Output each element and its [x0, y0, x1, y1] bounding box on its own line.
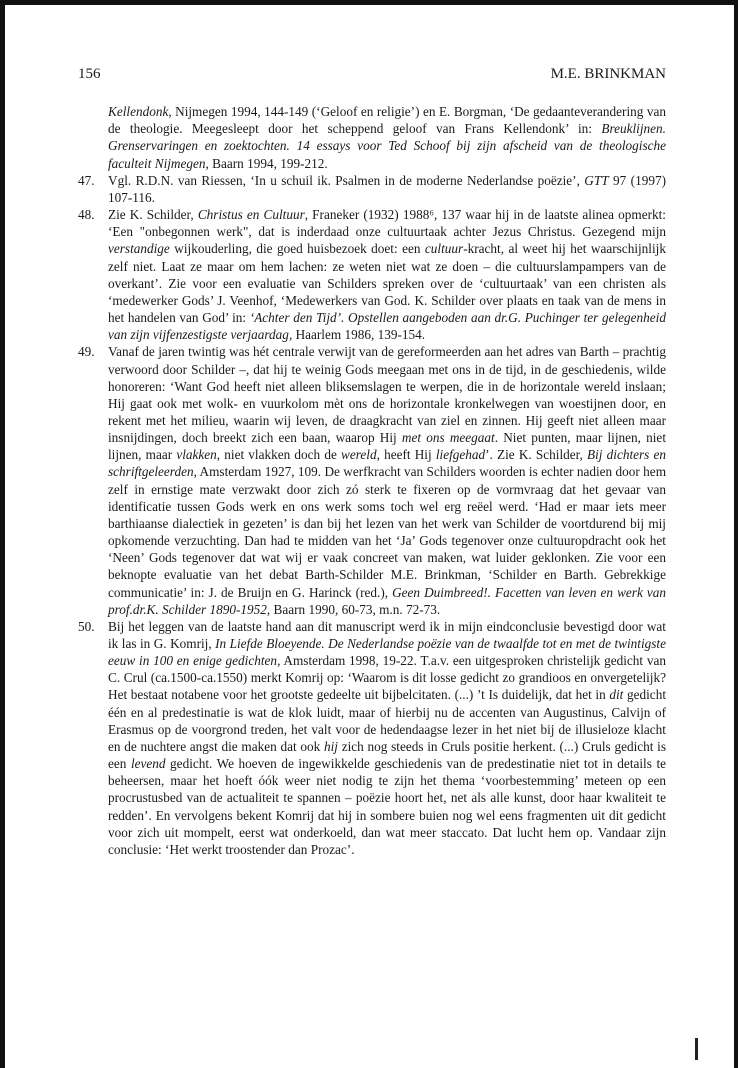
footnote: [78, 206, 666, 343]
italic-title: Breuklijnen. Grenservaringen en zoektochten. 14 essays voor Ted Schoof bij zijn afscheid van de theologische faculteit Nijmegen: [108, 121, 666, 171]
footnote-text: [108, 103, 666, 172]
text-run: zich nog steeds in Cruls positie herkent. (...) Cruls gedicht is een: [108, 738, 667, 772]
text-run: , Baarn 1994, 199-212.: [205, 155, 328, 171]
text-run: gedicht één en al predestinatie is wat de klok luidt, maar of hierbij nu de accenten van Augustinus, Calvijn of Erasmus op de voorgrond treden, het valt voor de hedendaagse lezer in het niet bij de illusieloze klacht en de nuchtere angst die maken dat ook: [108, 687, 666, 754]
scan-edge-mark: [695, 1038, 698, 1060]
text-run: , Baarn 1990, 60-73, m.n. 72-73.: [266, 601, 441, 617]
text-run: , Haarlem 1986, 139-154.: [288, 327, 426, 343]
text-run: , Franeker (1932) 1988⁶, 137 waar hij in de laatste alinea opmerkt: ‘Een "onbegonnen werk", dat is inderdaad onze cultuurtaak achter Jezus Christus. Gezegend mijn: [108, 207, 666, 240]
text-run: , Amsterdam 1998, 19-22. T.a.v. een uitgesproken christelijk gedicht van C. Crul (ca.1500-ca.1550) merkt Komrij op: ‘Waarom is dit losse gedicht zo grandioos en onvergetelijk? Het bestaat notabene voor het grootste gedeelte uit bijbelcitaten. (...) ’t Is duidelijk, dat het in: [108, 653, 666, 703]
italic-title: In Liefde Bloeyende. De Nederlandse poëzie van de twaalfde tot en met de twintigste eeuw in 100 en enige gedichten: [108, 636, 666, 669]
text-run: Zie K. Schilder,: [108, 207, 198, 223]
italic-title: hij: [323, 738, 338, 754]
italic-title: Christus en Cultuur: [197, 207, 305, 223]
scan-border-left: [0, 0, 5, 1068]
text-run: , heeft Hij: [376, 447, 436, 463]
text-run: , Amsterdam 1927, 109. De werfkracht van Schilders woorden is echter nadien door hem zelf in ernstige mate verzwakt door zich zó sterk te fixeren op de vormvraag dat het gevaar van identificatie tussen Gods werk en ons werk soms toch wel erg reëel werd. ‘Had er maar iets meer barthiaanse dialectiek in gezeten’ is dan bij het lezen van het werk van Schilder de voortdurend bij mij opkomende verzuchting. Dan had te midden van het ‘Ja’ Gods tegenover onze cultuuropdracht ook het ‘Neen’ Gods tegenover dat wat wij er vaak concreet van maken, wat luider geklonken. Zie voor een beknopte evaluatie van het debat Barth-Schilder M.E. Brinkman, ‘Schilder en Barth. Gebrekkige communicatie’ in: J. de Bruijn en G. Harinck (red.),: [108, 464, 666, 600]
italic-title: liefgehad: [435, 447, 486, 463]
text-run: Vanaf de jaren twintig was hét centrale verwijt van de gereformeerden aan het adres van Barth – prachtig verwoord door Schilder –, dat hij te weinig Gods meegaan met ons in de tijd, in de geschiedenis, wilde honoreren: ‘Want God heeft niet alleen bliksemslagen te werpen, die in de horizontale wereld inslaan; Hij gaat ook met wolk- en vuurkolom mèt ons de horizontale kronkelwegen van woestijnen door, en rekent met het milieu, waarin wij leven, de draagkracht van ziel en zinnen. Hij geeft niet alleen maar insnijdingen, doch breekt zich een baan, waarop Hij: [108, 344, 666, 446]
italic-title: GTT: [584, 172, 609, 188]
footnote: [78, 343, 666, 618]
text-run: -kracht, al weet hij het waarschijnlijk zelf niet. Laat ze maar om hem lachen: ze weten niet wat ze doen – die cultuurslampampers van de overkant’. Zie voor een evaluatie van Schilders spreken over de ‘cultuurtaak’ van een christen als ‘medewerker Gods’ J. Veenhof, ‘Medewerkers van God. K. Schilder over plaats en taak van de mens in het handelen van God’ in:: [108, 241, 666, 326]
italic-title: wereld: [341, 447, 377, 463]
italic-title: dit: [609, 687, 624, 703]
text-run: wijkouderling, die goed huisbezoek doet: een: [169, 241, 425, 257]
scan-border-right: [734, 0, 738, 1068]
text-run: Bij het leggen van de laatste hand aan dit manuscript werd ik in mijn eindconclusie bevestigd door wat ik las in G. Komrij,: [108, 618, 666, 651]
page: [78, 66, 666, 858]
footnote-text: [108, 343, 666, 618]
text-run: ’. Zie K. Schilder,: [485, 447, 588, 463]
italic-title: vlakken: [176, 447, 217, 463]
italic-title: ‘Achter den Tijd’. Opstellen aangeboden aan dr.G. Puchinger ter gelegenheid van zijn vijfenzestigste verjaardag: [108, 310, 666, 343]
italic-title: Kellendonk: [108, 104, 169, 120]
footnote: [78, 103, 666, 172]
footnote-number: 49.: [78, 344, 95, 360]
footnote-number: 48.: [78, 207, 95, 223]
footnote-text: [108, 172, 666, 206]
footnote-text: [108, 618, 666, 858]
text-run: , niet vlakken doch de: [216, 447, 342, 463]
scan-border-top: [0, 0, 738, 5]
running-title: M.E. BRINKMAN: [550, 66, 666, 82]
footnote-text: [108, 206, 666, 343]
italic-title: cultuur: [424, 241, 464, 257]
text-run: gedicht. We hoeven de ingewikkelde geschiedenis van de predestinatie niet tot in details te beheersen, maar het hoeft óók weer niet nodig te zijn het thema ‘voorbestemming’ meteen op een procrustusbed van de actualiteit te spannen – poëzie hoort het, net als alle kunst, door haar kwaliteit te redden’. En vervolgens bekent Komrij dat hij in sombere buien nog wel eens fragmenten uit dit gedicht voor zich uit mompelt, eerst wat onderkoeld, dan wat meer staccato. Dat lucht hem op. Vandaar zijn conclusie: ‘Het werkt troostender dan Prozac’.: [108, 756, 667, 857]
footnote: [78, 618, 666, 858]
footnote-list: [78, 103, 666, 858]
page-number: 156: [78, 66, 101, 82]
text-run: . Niet punten, maar lijnen, niet lijnen, maar: [108, 430, 666, 463]
italic-title: levend: [130, 756, 166, 772]
running-header: [78, 66, 666, 83]
text-run: Vgl. R.D.N. van Riessen, ‘In u schuil ik. Psalmen in de moderne Nederlandse poëzie’,: [108, 172, 585, 188]
italic-title: Geen Duimbreed!. Facetten van leven en werk van prof.dr.K. Schilder 1890-1952: [108, 584, 666, 617]
text-run: , Nijmegen 1994, 144-149 (‘Geloof en religie’) en E. Borgman, ‘De gedaanteverandering van de theologie. Meegesleept door het scheppend geloof van Frans Kellendonk’ in:: [108, 104, 666, 137]
footnote-number: 50.: [78, 618, 95, 634]
text-run: 97 (1997) 107-116.: [108, 172, 666, 205]
footnote-number: 47.: [78, 172, 95, 188]
footnote: [78, 172, 666, 206]
italic-title: met ons meegaat: [401, 430, 495, 446]
italic-title: verstandige: [108, 241, 170, 257]
italic-title: Bij dichters en schriftgeleerden: [108, 447, 667, 480]
